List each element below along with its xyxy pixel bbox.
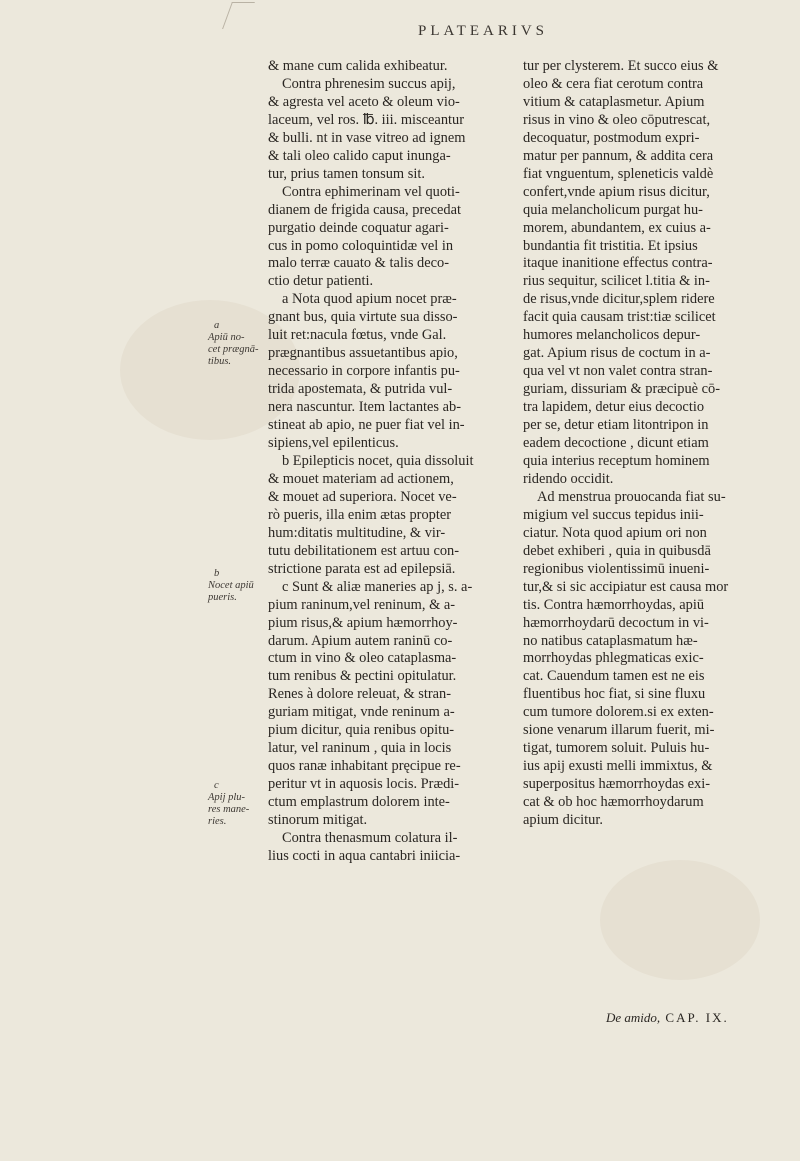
- margin-note-line: res mane-: [208, 804, 250, 815]
- text-line: fluentibus hoc fiat, si sine fluxu: [523, 686, 706, 703]
- text-line: tigat, tumorem soluit. Puluis hu-: [523, 740, 710, 757]
- text-line: tis. Contra hæmorrhoydas, apiū: [523, 596, 705, 613]
- text-line: gat. Apium risus de coctum in a-: [523, 345, 711, 362]
- text-line: qua vel vt non valet contra stran-: [523, 363, 713, 380]
- text-line: & tali oleo calido caput inunga-: [268, 147, 451, 164]
- text-line: hæmorrhoydarū decoctum in vi-: [523, 614, 709, 631]
- text-line: tur per clysterem. Et succo eius &: [523, 58, 719, 74]
- text-line: rò pueris, illa enim ætas propter: [268, 506, 452, 523]
- text-line: bundantia fit tristitia. Et ipsius: [523, 237, 698, 254]
- text-line: cum tumore dolorem.si ex exten-: [523, 704, 714, 721]
- margin-note-line: tibus.: [208, 356, 232, 367]
- margin-note-line: Apij plu-: [208, 792, 246, 803]
- text-line: c Sunt & aliæ maneries ap j, s. a-: [282, 578, 473, 595]
- text-line: lius cocti in aqua cantabri iniicia-: [268, 847, 461, 864]
- catchword-chapter: CAP. IX.: [665, 1010, 729, 1025]
- text-line: darum. Apium autem raninū co-: [268, 632, 453, 649]
- text-line: cat. Cauendum tamen est ne eis: [523, 668, 705, 685]
- text-line: Renes à dolore releuat, & stran-: [268, 686, 452, 703]
- text-line: & mane cum calida exhibeatur.: [268, 58, 448, 74]
- text-line: facit quia causam trist:tiæ scilicet: [523, 309, 716, 326]
- margin-note-line: Apiū no-: [208, 332, 245, 343]
- text-line: superpositus hæmorrhoydas exi-: [523, 776, 711, 793]
- text-line: pium dicitur, quia renibus opitu-: [268, 722, 455, 739]
- text-line: Ad menstrua prouocanda fiat su-: [537, 488, 726, 505]
- margin-note-line: ries.: [208, 816, 227, 827]
- text-line: purgatio deinde coquatur agari-: [268, 219, 449, 236]
- text-line: tur, prius tamen tonsum sit.: [268, 165, 425, 182]
- text-line: eadem decoctione , dicunt etiam: [523, 435, 709, 452]
- text-line: fiat vnguentum, splenеticis valdè: [523, 165, 714, 182]
- margin-note-letter: a: [214, 320, 220, 331]
- margin-note-a: [208, 320, 266, 368]
- text-line: pium raninum,vel reninum, & a-: [268, 596, 456, 613]
- text-line: decoquatur, postmodum expri-: [523, 129, 700, 146]
- text-line: morrhoydas phlegmaticas exic-: [523, 650, 704, 667]
- text-line: quia melancholicum purgat hu-: [523, 201, 703, 218]
- catchword-word: De amido,: [606, 1010, 661, 1025]
- text-line: cus in pomo coloquintidæ vel in: [268, 237, 454, 254]
- margin-note-letter: b: [214, 568, 220, 579]
- text-line: pium risus,& apium hæmorrhoy-: [268, 614, 458, 631]
- margin-note-b: [208, 568, 266, 604]
- text-line: strictione parata est ad epilepsiā.: [268, 560, 456, 577]
- text-line: vitium & cataplasmetur. Apium: [523, 93, 705, 110]
- running-header: PLATEARIVS: [418, 23, 549, 39]
- text-line: cat & ob hoc hæmorrhoydarum: [523, 794, 704, 811]
- margin-note-c: [208, 780, 266, 828]
- text-line: ridendo occidit.: [523, 470, 614, 487]
- margin-note-line: pueris.: [208, 592, 237, 603]
- text-line: malo terræ cauato & talis deco-: [268, 255, 450, 272]
- text-line: stinorum mitigat.: [268, 812, 368, 829]
- text-line: itaque inanitione effectus contra-: [523, 255, 713, 272]
- text-line: peritur vt in aquosis locis. Prædi-: [268, 776, 460, 793]
- text-line: Contra thenasmum colatura il-: [282, 829, 458, 846]
- text-line: tur,& si sic accipiatur est causa mor: [523, 578, 729, 595]
- margin-note-line: Nocet apiū: [208, 580, 254, 591]
- text-line: confert,vnde apium risus dicitur,: [523, 183, 710, 200]
- text-line: tum renibus & pectini opitulatur.: [268, 668, 457, 685]
- text-line: tra lapidem, detur eius decoctio: [523, 399, 705, 416]
- text-line: gnant bus, quia virtute sua disso-: [268, 309, 458, 326]
- text-line: debet exhiberi , quia in quibusdā: [523, 542, 711, 559]
- text-line: Contra ephimerinam vel quoti-: [282, 183, 460, 200]
- text-line: rius sequitur, scilicet l.titia & in-: [523, 273, 710, 290]
- text-line: dianem de frigida causa, precedat: [268, 201, 461, 218]
- margin-note-letter: c: [214, 780, 219, 791]
- text-line: Contra phrenesim succus apij,: [282, 75, 456, 92]
- text-line: luit ret:nacula fœtus, vnde Gal.: [268, 327, 447, 344]
- text-line: ius apij exusti melli immixtus, &: [523, 758, 713, 775]
- text-line: sione venarum illarum fuerit, mi-: [523, 722, 715, 739]
- text-line: nera nascuntur. Item lactantes ab-: [268, 399, 461, 416]
- text-line: oleo & cera fiat cerotum contra: [523, 75, 704, 92]
- text-line: & agresta vel aceto & oleum vio-: [268, 93, 460, 110]
- text-line: ciatur. Nota quod apium ori non: [523, 524, 707, 541]
- margin-note-line: cet prægnā-: [208, 344, 259, 355]
- text-line: quos ranæ inhabitant pręcipue re-: [268, 758, 461, 775]
- text-line: prægnantibus assuetantibus apio,: [268, 345, 458, 362]
- text-line: trida apostemata, & putrida vul-: [268, 381, 453, 398]
- text-line: hum:ditatis multitudine, & vir-: [268, 524, 446, 541]
- text-line: latur, vel raninum , quia in locis: [268, 740, 452, 757]
- text-line: risus in vino & oleo cōputrescat,: [523, 111, 711, 128]
- text-line: & bulli. nt in vase vitreo ad ignem: [268, 129, 466, 146]
- text-line: no natibus cataplasmatum hæ-: [523, 632, 698, 649]
- text-line: humores melancholicos depur-: [523, 327, 701, 344]
- paper-mark: [222, 2, 255, 29]
- text-line: necessario in corpore infantis pu-: [268, 363, 460, 380]
- text-line: & mouet ad superiora. Nocet ve-: [268, 488, 457, 505]
- text-line: per se, detur etiam litontripon in: [523, 417, 709, 434]
- text-line: morem, abundantem, ex cuius a-: [523, 219, 711, 236]
- text-line: guriam mitigat, vnde reninum a-: [268, 704, 455, 721]
- text-line: b Epilepticis nocet, quia dissoluit: [282, 452, 474, 469]
- right-column: [523, 58, 755, 830]
- text-line: quia interius receptum hominem: [523, 452, 710, 469]
- left-column: [268, 58, 508, 866]
- text-line: de risus,vnde dicitur,splem ridere: [523, 291, 715, 308]
- text-line: stineat ab apio, ne puer fiat vel in-: [268, 417, 465, 434]
- text-line: ctio detur patienti.: [268, 273, 374, 290]
- text-line: migium vel succus tepidus inii-: [523, 506, 704, 523]
- text-line: matur per pannum, & addita cera: [523, 147, 714, 164]
- text-line: regionibus violentissimū inueni-: [523, 560, 710, 577]
- text-line: & mouet materiam ad actionem,: [268, 470, 454, 487]
- text-line: ctum in vino & oleo cataplasma-: [268, 650, 457, 667]
- text-line: tutu debilitationem est artuu con-: [268, 542, 460, 559]
- text-line: laceum, vel ros. ℔. iii. misceantur: [268, 111, 464, 128]
- text-line: ctum emplastrum dolorem inte-: [268, 794, 450, 811]
- text-line: guriam, dissuriam & præcipuè cō-: [523, 381, 721, 398]
- text-line: apium dicitur.: [523, 812, 603, 829]
- catchword: [606, 1010, 729, 1026]
- text-line: sipiens,vel epilenticus.: [268, 435, 399, 452]
- text-line: a Nota quod apium nocet præ-: [282, 291, 457, 308]
- paper-stain: [600, 860, 760, 980]
